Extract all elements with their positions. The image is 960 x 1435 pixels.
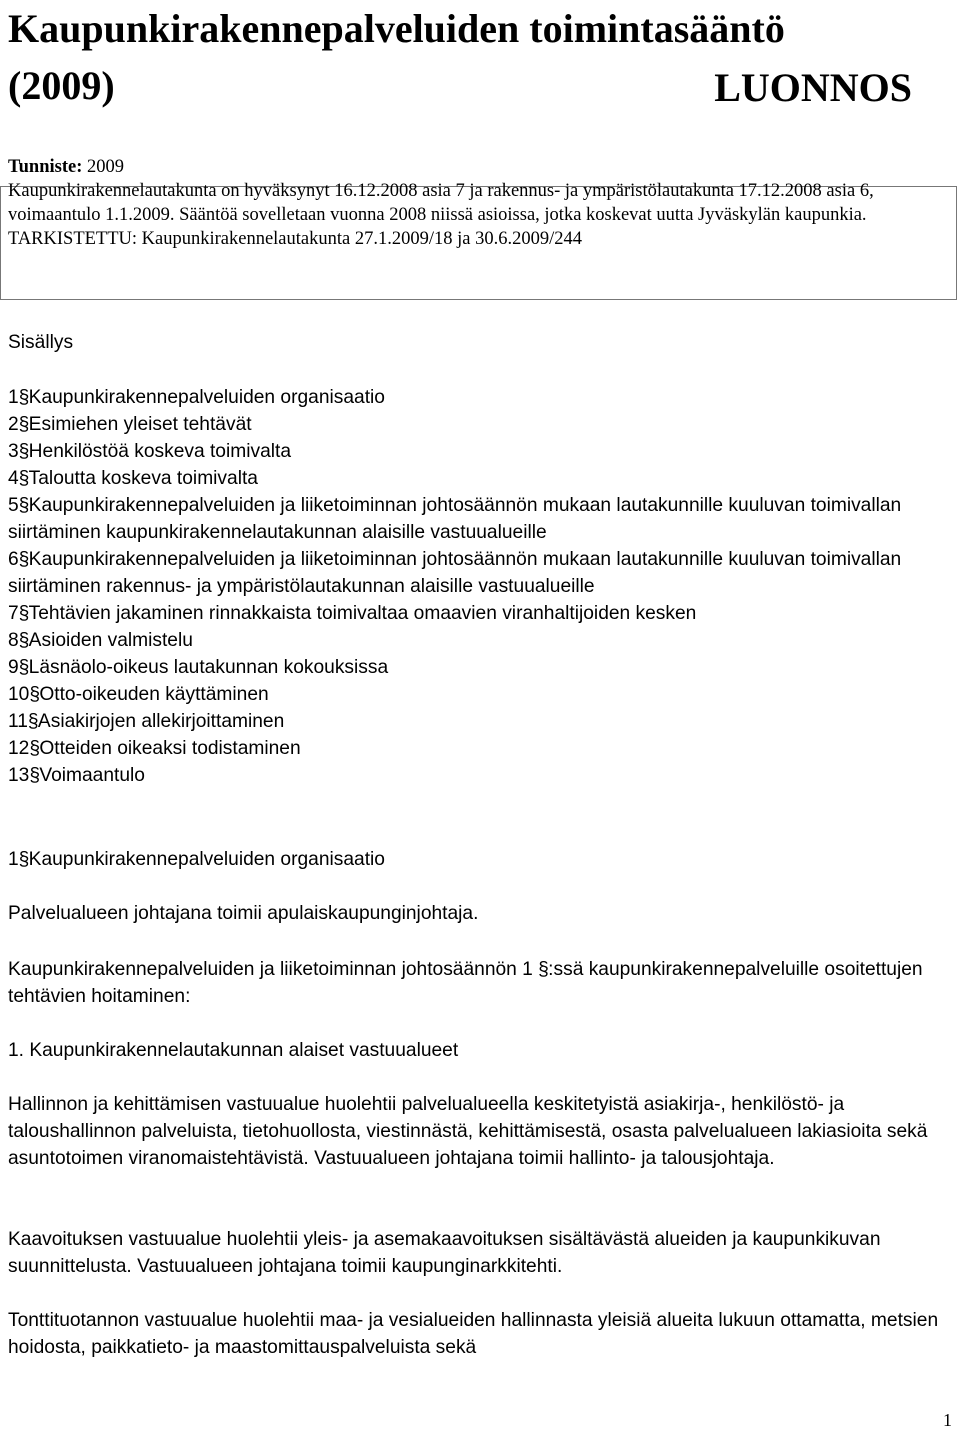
section-1-paragraph-5: Tonttituotannon vastuualue huolehtii maa- ja vesialueiden hallinnasta yleisiä alueita lukuun ottamatta, metsien hoidosta, paikkatieto- ja maastomittauspalveluista sekä <box>8 1310 939 1358</box>
toc-item-8[interactable]: 8§Asioiden valmistelu <box>8 630 193 651</box>
title-year: (2009) <box>8 63 115 108</box>
approval-text: Kaupunkirakennelautakunta on hyväksynyt 16.12.2008 asia 7 ja rakennus- ja ympäristölautakunta 17.12.2008 asia 6, voimaantulo 1.1.2009. Sääntöä sovelletaan vuonna 2008 niissä asioissa, jotka koskevat uutta Jyväskylän kaupunkia. <box>8 181 874 225</box>
toc-item-3[interactable]: 3§Henkilöstöä koskeva toimivalta <box>8 441 292 462</box>
metadata <box>8 155 953 251</box>
document-title <box>8 0 948 114</box>
checked-text: TARKISTETTU: Kaupunkirakennelautakunta 27.1.2009/18 ja 30.6.2009/244 <box>8 229 582 249</box>
draft-label: LUONNOS <box>714 65 912 110</box>
page-number: 1 <box>943 1410 952 1430</box>
title-line-1: Kaupunkirakennepalveluiden toimintasääntö <box>8 6 785 51</box>
toc-item-13[interactable]: 13§Voimaantulo <box>8 765 145 786</box>
toc-item-10[interactable]: 10§Otto-oikeuden käyttäminen <box>8 684 269 705</box>
section-1-paragraph-4: Kaavoituksen vastuualue huolehtii yleis- ja asemakaavoituksen sisältävästä alueiden ja kaupunkikuvan suunnittelusta. Vastuualueen johtajana toimii kaupunginarkkitehti. <box>8 1229 881 1277</box>
toc-item-1[interactable]: 1§Kaupunkirakennepalveluiden organisaatio <box>8 387 385 408</box>
section-1-paragraph-2: Kaupunkirakennepalveluiden ja liiketoiminnan johtosäännön 1 §:ssä kaupunkirakennepalveluille osoitettujen tehtävien hoitaminen: <box>8 959 923 1007</box>
section-1-subheading: 1. Kaupunkirakennelautakunnan alaiset vastuualueet <box>8 1040 459 1061</box>
identifier-label: Tunniste: <box>8 157 83 177</box>
section-1-paragraph-1: Palvelualueen johtajana toimii apulaiskaupunginjohtaja. <box>8 903 479 924</box>
identifier-value: 2009 <box>82 157 125 177</box>
title-line-2 <box>8 57 948 114</box>
toc-item-4[interactable]: 4§Taloutta koskeva toimivalta <box>8 468 258 489</box>
table-of-contents <box>8 384 953 789</box>
toc-item-9[interactable]: 9§Läsnäolo-oikeus lautakunnan kokouksissa <box>8 657 389 678</box>
identifier-line <box>8 155 953 179</box>
section-1-heading: 1§Kaupunkirakennepalveluiden organisaatio <box>8 849 385 870</box>
toc-item-7[interactable]: 7§Tehtävien jakaminen rinnakkaista toimivaltaa omaavien viranhaltijoiden kesken <box>8 603 697 624</box>
section-1-paragraph-3: Hallinnon ja kehittämisen vastuualue huolehtii palvelualueella keskitetyistä asiakirja-, henkilöstö- ja taloushallinnon palveluista, tietohuollosta, viestinnästä, kehittämisestä, osasta palvelualueen lakiasioita sekä asuntotoimen viranomaistehtävistä. Vastuualueen johtajana toimii hallinto- ja talousjohtaja. <box>8 1094 928 1169</box>
toc-item-12[interactable]: 12§Otteiden oikeaksi todistaminen <box>8 738 301 759</box>
toc-item-6[interactable]: 6§Kaupunkirakennepalveluiden ja liiketoiminnan johtosäännön mukaan lautakunnille kuuluvan toimivallan siirtäminen rakennus- ja ympäristölautakunnan alaisille vastuualueille <box>8 549 902 597</box>
toc-item-2[interactable]: 2§Esimiehen yleiset tehtävät <box>8 414 252 435</box>
toc-item-5[interactable]: 5§Kaupunkirakennepalveluiden ja liiketoiminnan johtosäännön mukaan lautakunnille kuuluvan toimivallan siirtäminen kaupunkirakennelautakunnan alaisille vastuualueille <box>8 495 902 543</box>
toc-heading: Sisällys <box>8 332 74 353</box>
toc-item-11[interactable]: 11§Asiakirjojen allekirjoittaminen <box>8 711 285 732</box>
